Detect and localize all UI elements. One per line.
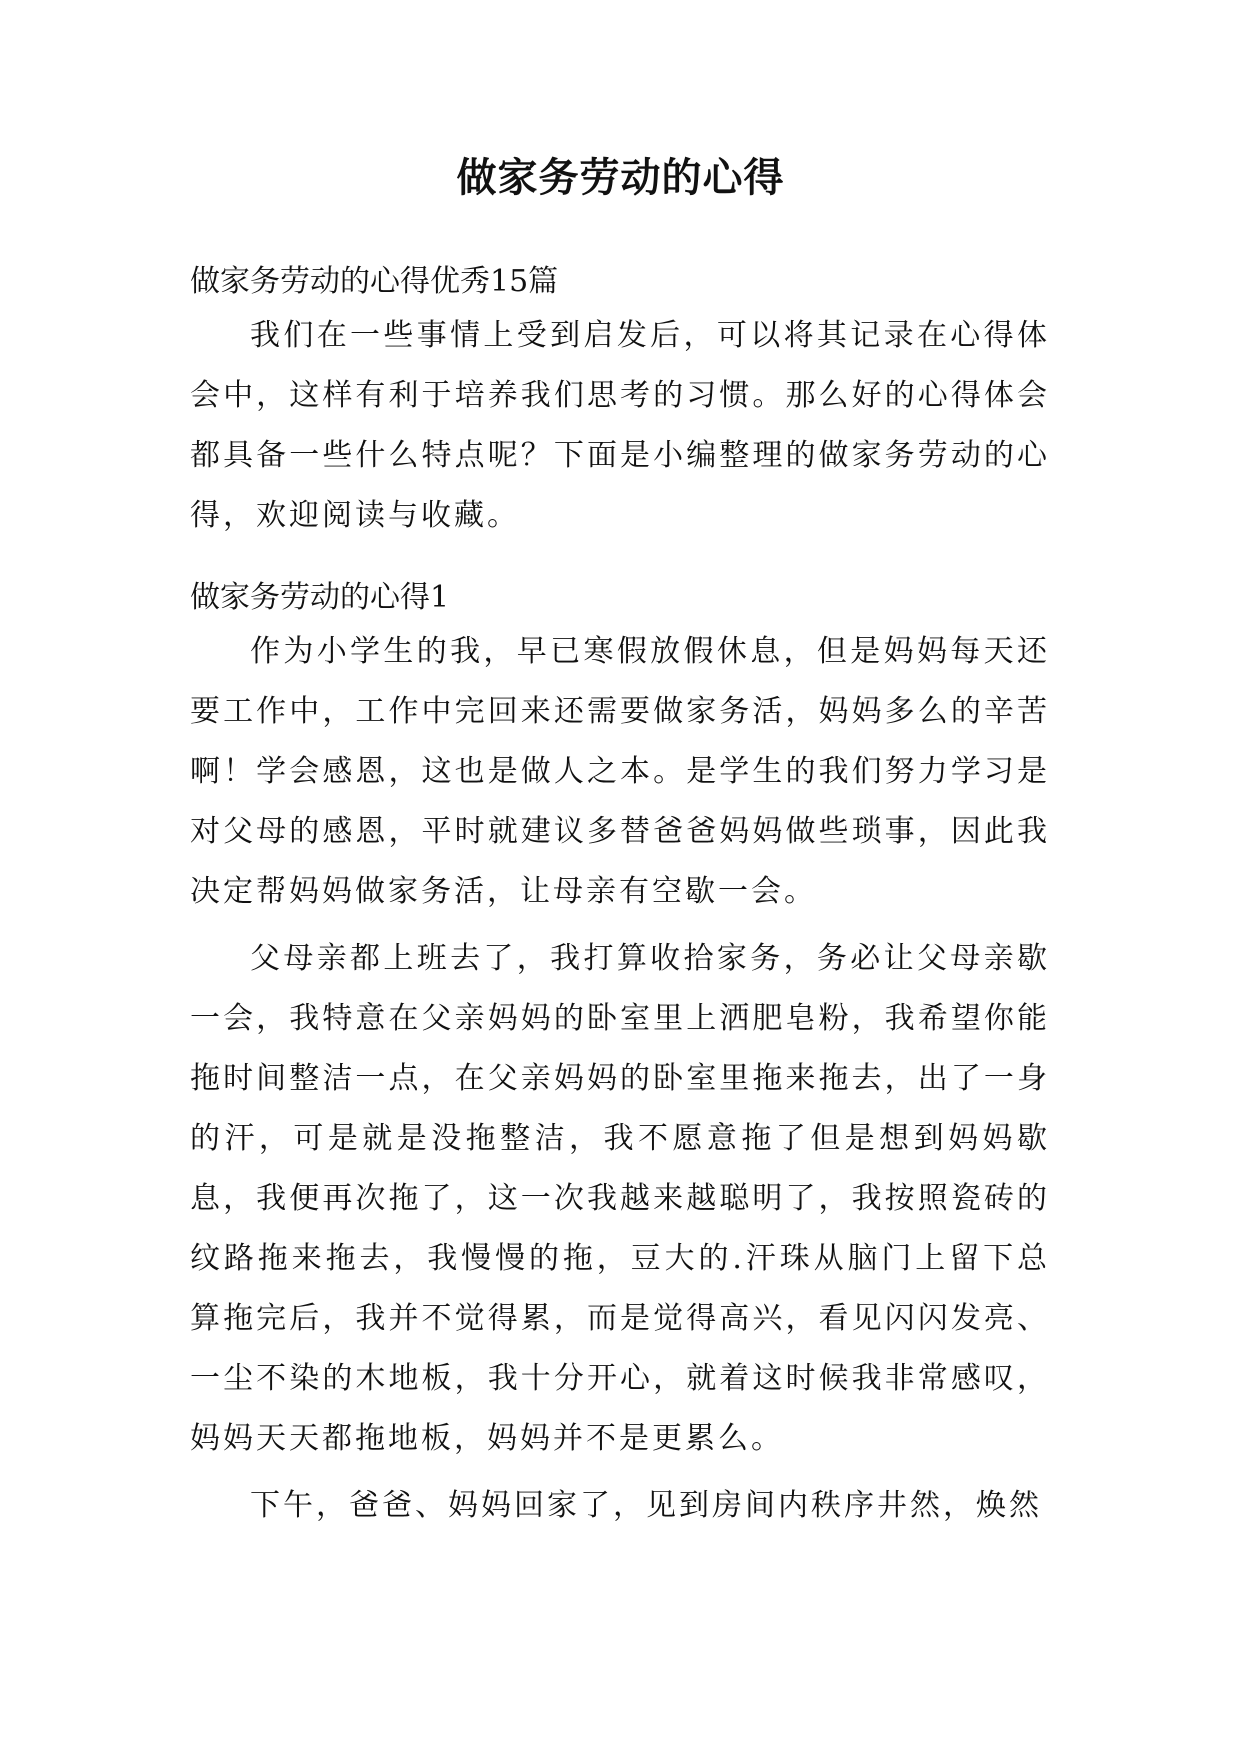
intro-block <box>190 306 1050 546</box>
section-heading: 做家务劳动的心得1 <box>190 580 450 615</box>
document-subtitle: 做家务劳动的心得优秀15篇 <box>190 264 559 299</box>
paragraph-2: 父母亲都上班去了，我打算收拾家务，务必让父母亲歇一会，我特意在父亲妈妈的卧室里上洒肥皂粉，我希望你能拖时间整洁一点，在父亲妈妈的卧室里拖来拖去，出了一身的汗，可是就是没拖整洁，我不愿意拖了但是想到妈妈歇息，我便再次拖了，这一次我越来越聪明了，我按照瓷砖的纹路拖来拖去，我慢慢的拖，豆大的.汗珠从脑门上留下总算拖完后，我并不觉得累，而是觉得高兴，看见闪闪发亮、一尘不染的木地板，我十分开心，就着这时候我非常感叹，妈妈天天都拖地板，妈妈并不是更累么。 <box>190 941 1050 1456</box>
intro-paragraph: 我们在一些事情上受到启发后，可以将其记录在心得体会中，这样有利于培养我们思考的习惯。那么好的心得体会都具备一些什么特点呢？下面是小编整理的做家务劳动的心得，欢迎阅读与收藏。 <box>190 318 1050 533</box>
document-title: 做家务劳动的心得 <box>456 155 785 201</box>
paragraph-3: 下午，爸爸、妈妈回家了，见到房间内秩序井然，焕然 <box>250 1488 1042 1523</box>
section-body <box>190 622 1050 1536</box>
paragraph-1: 作为小学生的我，早已寒假放假休息，但是妈妈每天还要工作中，工作中完回来还需要做家务活，妈妈多么的辛苦啊！学会感恩，这也是做人之本。是学生的我们努力学习是对父母的感恩，平时就建议多替爸爸妈妈做些琐事，因此我决定帮妈妈做家务活，让母亲有空歇一会。 <box>190 634 1050 909</box>
